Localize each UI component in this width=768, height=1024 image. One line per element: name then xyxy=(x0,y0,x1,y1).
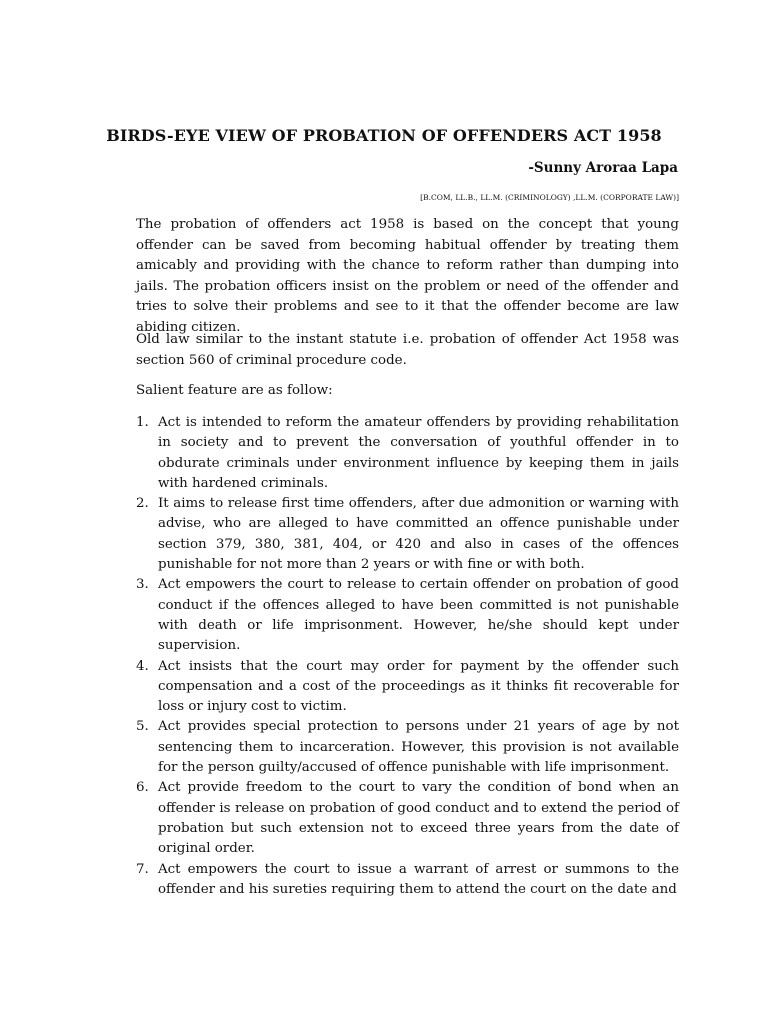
list-item-number: 3. xyxy=(136,577,149,593)
author-credentials: [B.COM, LL.B., LL.M. (CRIMINOLOGY) ,LL.M. (CORPORATE LAW)] xyxy=(420,193,679,202)
list-item-text: Act insists that the court may order for payment by the offender such compensation and a cost of the proceedings as it thinks fit recoverable for loss or injury cost to victim. xyxy=(158,658,679,715)
list-item xyxy=(136,860,679,901)
salient-features-heading: Salient feature are as follow: xyxy=(136,383,333,398)
list-item-text: Act empowers the court to issue a warrant of arrest or summons to the offender and his sureties requiring them to attend the court on the date and xyxy=(158,861,679,897)
list-item xyxy=(136,717,679,778)
list-item-number: 4. xyxy=(136,658,149,674)
intro-paragraph: The probation of offenders act 1958 is based on the concept that young offender can be saved from becoming habitual offender by treating them amicably and providing with the chance to reform rather than dumping into jails. The probation officers insist on the problem or need of the offender and tries to solve their problems and see to it that the offender become are law abiding citizen. xyxy=(136,217,679,335)
list-item xyxy=(136,575,679,656)
list-item-number: 5. xyxy=(136,719,149,735)
list-item xyxy=(136,413,679,494)
list-item-text: It aims to release first time offenders, after due admonition or warning with advise, who are alleged to have committed an offence punishable under section 379, 380, 381, 404, or 420 and also in cases of the offences punishable for not more than 2 years or with fine or with both. xyxy=(158,496,679,573)
list-item-text: Act provide freedom to the court to vary the condition of bond when an offender is release on probation of good conduct and to extend the period of probation but such extension not to exceed three years from the date of original order. xyxy=(158,780,679,857)
list-item-number: 7. xyxy=(136,861,149,877)
list-item-text: Act empowers the court to release to certain offender on probation of good conduct if the offences alleged to have been committed is not punishable with death or life imprisonment. However, he/she should kept under supervision. xyxy=(158,577,679,654)
old-law-paragraph: Old law similar to the instant statute i.e. probation of offender Act 1958 was section 560 of criminal procedure code. xyxy=(136,332,679,368)
list-item xyxy=(136,778,679,859)
list-item xyxy=(136,494,679,575)
list-item-number: 6. xyxy=(136,780,149,796)
list-item-number: 2. xyxy=(136,496,149,512)
list-item-text: Act is intended to reform the amateur offenders by providing rehabilitation in society and to prevent the conversation of youthful offender in to obdurate criminals under environment influence by keeping them in jails with hardened criminals. xyxy=(158,415,679,491)
list-item-text: Act provides special protection to persons under 21 years of age by not sentencing them to incarceration. However, this provision is not available for the person guilty/accused of offence punishable with life imprisonment. xyxy=(158,719,679,776)
author-name: -Sunny Aroraa Lapa xyxy=(528,160,678,176)
document-title: BIRDS-EYE VIEW OF PROBATION OF OFFENDERS ACT 1958 xyxy=(106,126,662,145)
list-item xyxy=(136,657,679,718)
salient-features-list xyxy=(136,413,679,900)
list-item-number: 1. xyxy=(136,415,149,430)
